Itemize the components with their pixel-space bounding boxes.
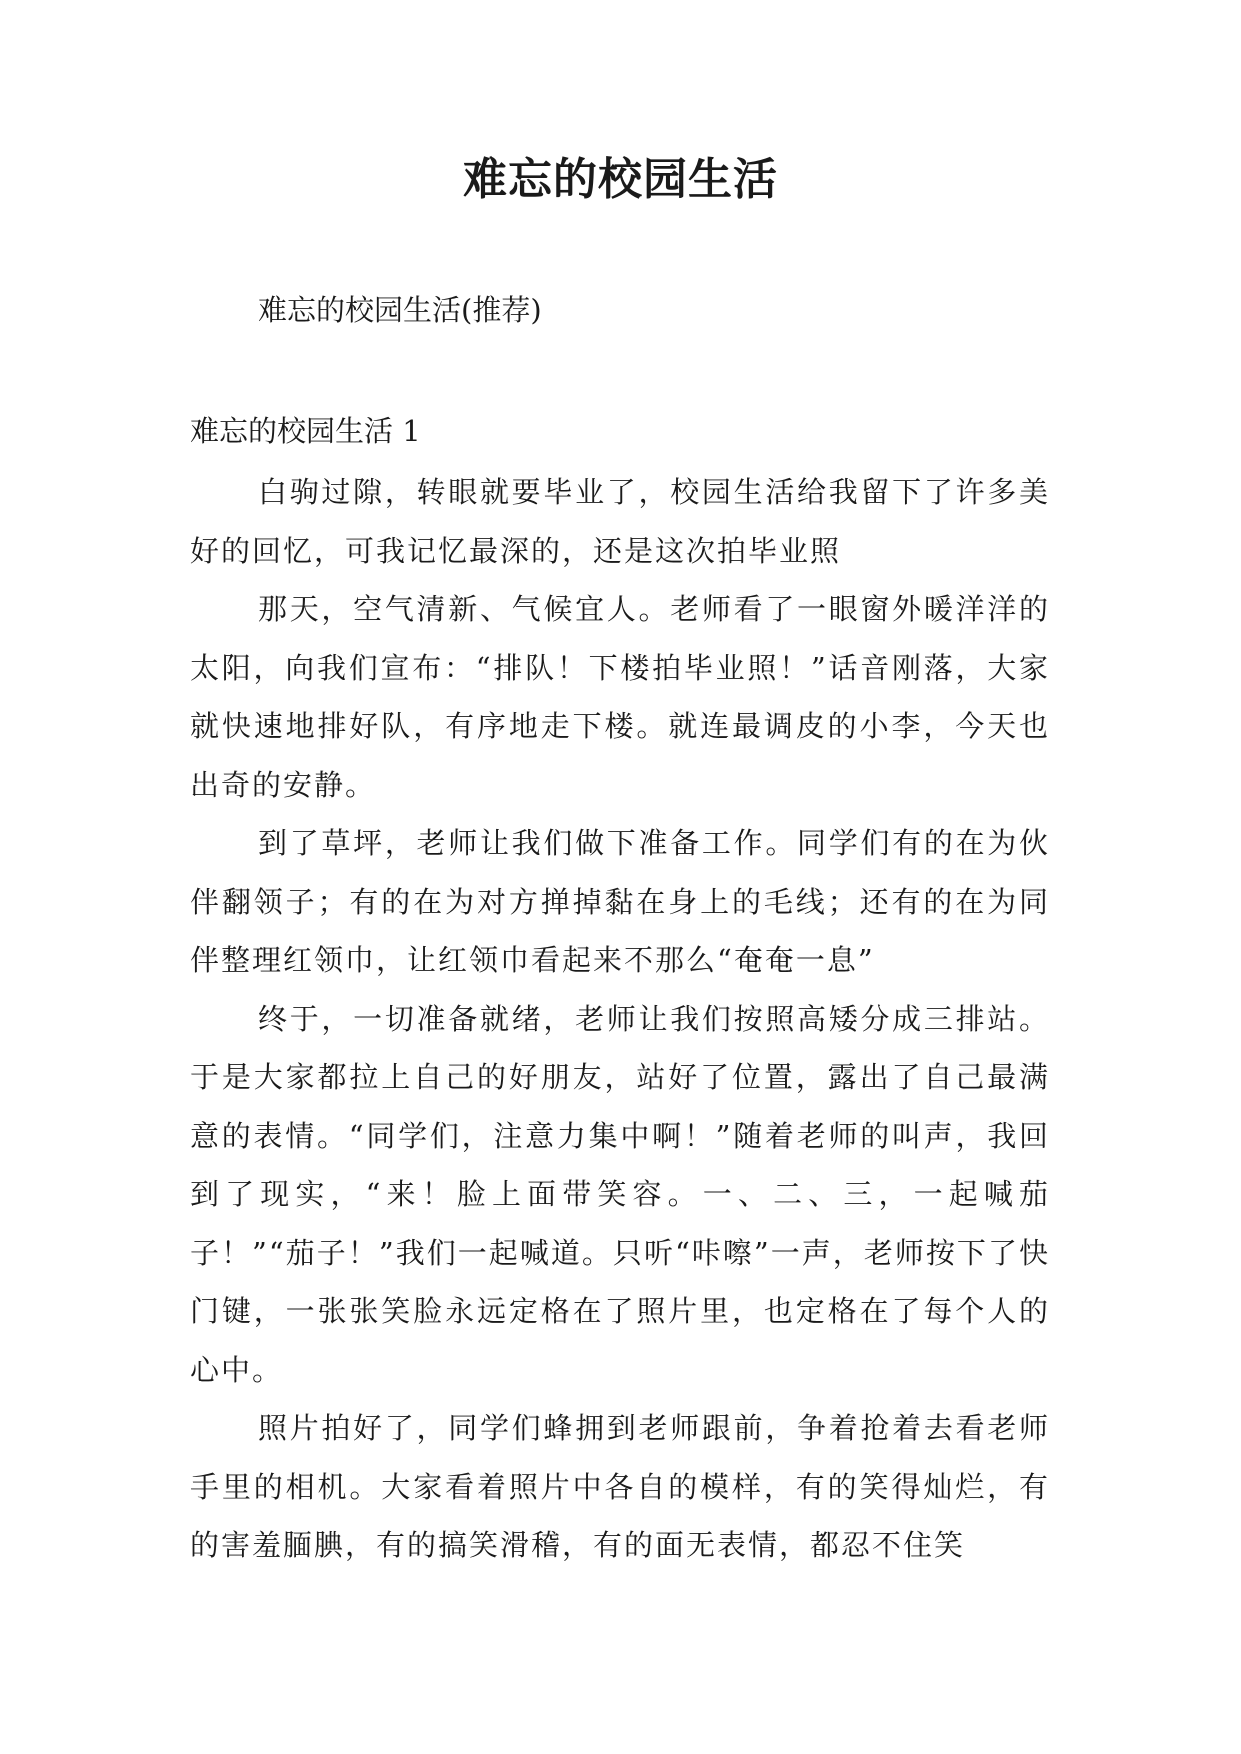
document-title: 难忘的校园生活 bbox=[463, 154, 778, 205]
paragraph-2: 那天，空气清新、气候宜人。老师看了一眼窗外暖洋洋的太阳，向我们宣布：“排队！下楼拍毕业照！”话音刚落，大家就快速地排好队，有序地走下楼。就连最调皮的小李，今天也出奇的安静。 bbox=[190, 592, 1050, 802]
paragraph-4: 终于，一切准备就绪，老师让我们按照高矮分成三排站。于是大家都拉上自己的好朋友，站好了位置，露出了自己最满意的表情。“同学们，注意力集中啊！”随着老师的叫声，我回到了现实，“来！脸上面带笑容。一、二、三，一起喊茄子！”“茄子！”我们一起喊道。只听“咔嚓”一声，老师按下了快门键，一张张笑脸永远定格在了照片里，也定格在了每个人的心中。 bbox=[190, 1001, 1050, 1387]
paragraph-5: 照片拍好了，同学们蜂拥到老师跟前，争着抢着去看老师手里的相机。大家看着照片中各自的模样，有的笑得灿烂，有的害羞腼腆，有的搞笑滑稽，有的面无表情，都忍不住笑 bbox=[190, 1411, 1050, 1562]
paragraph-3: 到了草坪，老师让我们做下准备工作。同学们有的在为伙伴翻领子；有的在为对方掸掉黏在身上的毛线；还有的在为同伴整理红领巾，让红领巾看起来不那么“奄奄一息” bbox=[190, 826, 1050, 977]
document-body bbox=[190, 463, 1050, 1575]
paragraph-1: 白驹过隙，转眼就要毕业了，校园生活给我留下了许多美好的回忆，可我记忆最深的，还是这次拍毕业照 bbox=[190, 475, 1050, 568]
section-heading: 难忘的校园生活 1 bbox=[190, 414, 421, 448]
document-subtitle: 难忘的校园生活(推荐) bbox=[258, 293, 542, 327]
